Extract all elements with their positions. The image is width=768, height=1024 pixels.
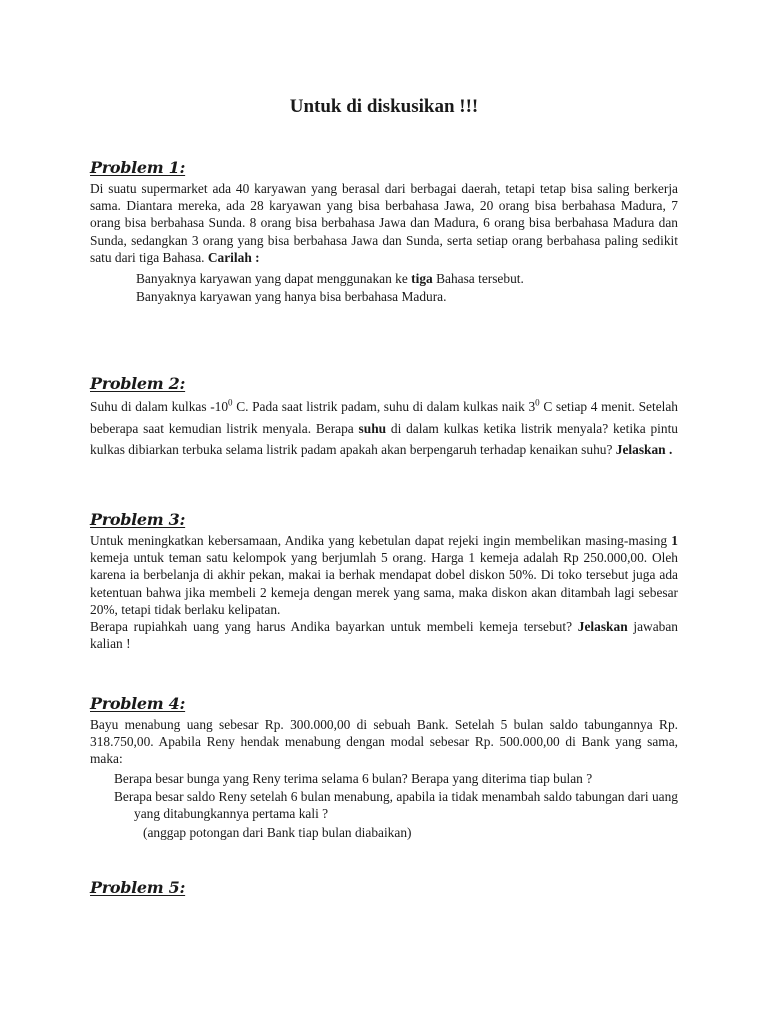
problem-1-heading: Problem 1: [90, 158, 186, 177]
problem-1-instruction: Carilah : [207, 249, 260, 265]
problem-4-note: (anggap potongan dari Bank tiap bulan diabaikan) [143, 825, 412, 840]
problem-2-heading: Problem 2: [90, 374, 186, 393]
problem-4-body: Bayu menabung uang sebesar Rp. 300.000,00 di sebuah Bank. Setelah 5 bulan saldo tabungannya Rp. 318.750,00. Apabila Reny hendak menabung dengan modal sebesar Rp. 500.000,00 di Bank yang sama, maka: [90, 717, 678, 767]
problem-2-body: Suhu di dalam kulkas $-10^0$ C. Pada saat listrik padam, suhu di dalam kulkas naik $3^0$ C setiap 4 menit. Setelah beberapa saat kemudian listrik menyala. Berapa suhu di dalam kulkas ketika listrik menyala? ketika pintu kulkas dibiarkan terbuka selama listrik padam apakah akan berpengaruh terhadap kenaikan suhu? Jelaskan . [90, 397, 678, 457]
problem-4-item-2: Berapa besar saldo Reny setelah 6 bulan menabung, apabila ia tidak menambah saldo tabungan dari uang yang ditabungkannya pertama kali ? [114, 789, 678, 822]
problem-1-text: Di suatu supermarket ada 40 karyawan yang berasal dari berbagai daerah, tetapi tetap bisa saling berkerja sama. Diantara mereka, ada 28 karyawan yang bisa berbahasa Jawa, 20 orang bisa berbahasa Madura, 7 orang bisa berbahasa Sunda. 8 orang bisa berbahasa Jawa dan Madura, 6 orang bisa berbahasa Madura dan Sunda, sedangkan 3 orang yang bisa berbahasa Jawa dan Sunda, serta setiap orang berbahasa paling sedikit satu dari tiga Bahasa. [90, 181, 678, 265]
document-title: Untuk di diskusikan !!! [289, 96, 479, 117]
problem-1-body [90, 180, 678, 266]
problem-5-heading: Problem 5: [90, 878, 186, 897]
problem-1-item-2: Banyaknya karyawan yang hanya bisa berbahasa Madura. [136, 289, 447, 304]
problem-3-heading: Problem 3: [90, 510, 186, 529]
problem-1-item-1: Banyaknya karyawan yang dapat menggunakan ke tiga Bahasa tersebut. [136, 271, 524, 286]
problem-4-item-1: Berapa besar bunga yang Reny terima selama 6 bulan? Berapa yang diterima tiap bulan ? [114, 771, 593, 786]
problem-3-body: Untuk meningkatkan kebersamaan, Andika yang kebetulan dapat rejeki ingin membelikan masing-masing 1 kemeja untuk teman satu kelompok yang berjumlah 5 orang. Harga 1 kemeja adalah Rp 250.000,00. Oleh karena ia berbelanja di akhir pekan, makai ia berhak mendapat dobel diskon 50%. Di toko tersebut juga ada ketentuan bahwa jika membeli 2 kemeja dengan merek yang sama, maka diskon akan ditambah lagi sebesar 20%, tetapi tidak berlaku kelipatan. Berapa rupiahkah uang yang harus Andika bayarkan untuk membeli kemeja tersebut? Jelaskan jawaban kalian ! [90, 533, 678, 652]
problem-4-heading: Problem 4: [90, 694, 186, 713]
